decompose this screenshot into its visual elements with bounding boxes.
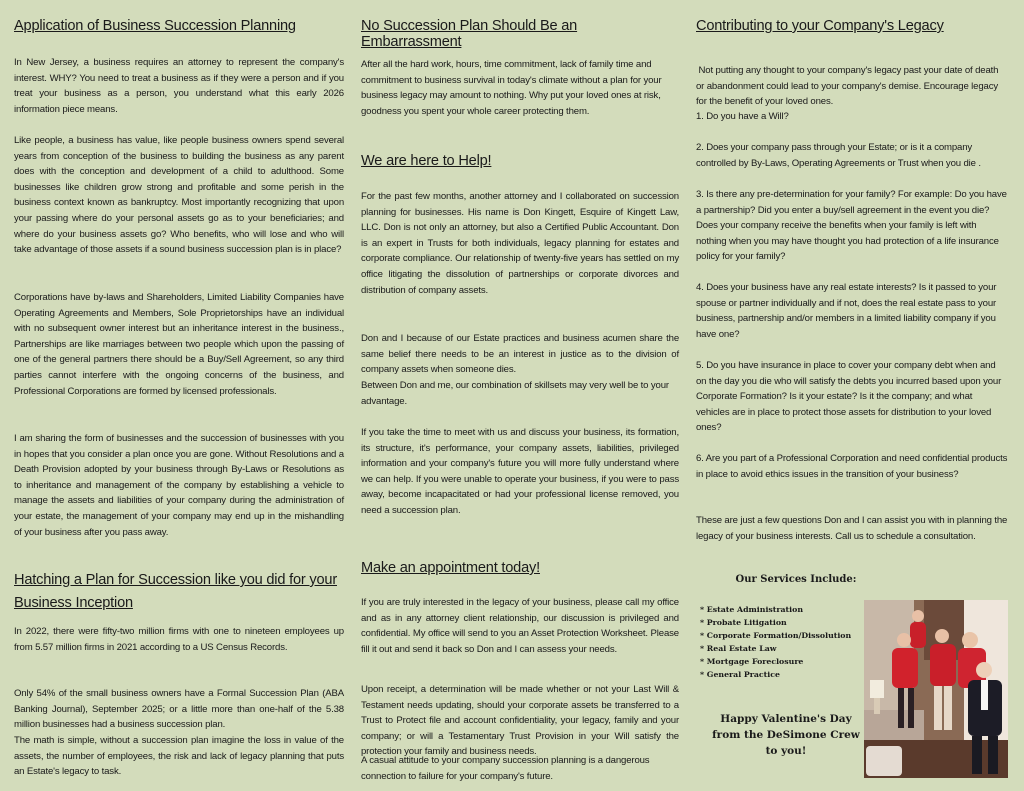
- paragraph: These are just a few questions Don and I can assist you with in planning the legacy of your business interests. Call us to schedule a consultation.: [696, 515, 1008, 542]
- paragraph: Upon receipt, a determination will be made whether or not your Last Will & Testament needs updating, should your corporate assets be transferred to a Trust to Protect file and account confidentiality, your legacy, family and your company; or will a Testamentary Trust Provision in your Will satisfy the protection your family and business needs.: [361, 684, 679, 758]
- valentine-line: from the DeSimone Crew: [712, 729, 860, 741]
- paragraph: I am sharing the form of businesses and the succession of businesses with you in hopes that you consider a plan once you are gone. Without Resolutions and a Death Provision adopted by your business through By-Laws or Resolutions as to inheritance and management of the company by establishing a vehicle to manage the assets and liabilities of your company during the administration of your estate, the management of your company may end up in the mishandling of your business after you pass away.: [14, 433, 344, 538]
- paragraph: The math is simple, without a succession plan imagine the loss in value of the assets, the number of employees, the risk and lack of legacy planning that puts an Estate's legacy to task.: [14, 735, 344, 778]
- service-item: * Real Estate Law: [700, 642, 870, 655]
- valentine-line: to you!: [765, 745, 807, 757]
- services-list: [700, 603, 870, 681]
- question-1: 1. Do you have a Will?: [696, 111, 789, 122]
- group-photo-illustration: [864, 600, 1008, 778]
- paragraph: In 2022, there were fifty-two million firms with one to nineteen employees up from 5.57 million firms in 2021 according to a US Census Records.: [14, 626, 344, 653]
- heading-here-to-help: We are here to Help!: [361, 153, 492, 169]
- question-5: 5. Do you have insurance in place to cover your company debt when and on the day you die who will satisfy the debts you incurred based upon your Corporate Formation? Is it your estate? Is it the company; and what vehicles are in place to protect those assets for distribution to your loved ones?: [696, 360, 1002, 434]
- service-item: * Estate Administration: [700, 603, 870, 616]
- question-4: 4. Does your business have any real estate interests? Is it passed to your spouse or partner individually and if not, does the real estate pass to your business, partnership and/or members in a limited liability company if you have one?: [696, 282, 997, 340]
- paragraph: If you are truly interested in the legacy of your business, please call my office and as in any attorney client relationship, our discussion is privileged and confidential. My office will send to you an Asset Protection Worksheet. Please fill it out and send it back so Don and I can assess your needs.: [361, 597, 679, 655]
- heading-hatching: Hatching a Plan for Succession like you did for your Business Inception: [14, 572, 337, 611]
- valentine-message: [696, 711, 876, 759]
- paragraph: Don and I because of our Estate practices and business acumen share the same belief there needs to be an interest in justice as to the division of company assets when someone dies.: [361, 333, 679, 376]
- paragraph: Not putting any thought to your company's legacy past your date of death or abandonment could lead to your company's demise. Encourage legacy for the benefit of your loved ones.: [696, 65, 1001, 108]
- paragraph: In New Jersey, a business requires an attorney to represent the company's interest. WHY? You need to treat a business as if they were a person and if you treat your business as a person, you understand what this early 2026 information piece means.: [14, 57, 344, 115]
- heading-application: Application of Business Succession Planning: [14, 18, 296, 34]
- paragraph: Corporations have by-laws and Shareholders, Limited Liability Companies have Operating Agreements and Members, Sole Proprietorships have an individual with no subsequent owner interest but an inheritance interest in the business., Partnerships are like marriages between two people which upon the passing of one of the general partners there should be a Buy/Sell Agreement, so any third parties cannot interfere with the ongoing concerns of the business, and Professional Corporations are formed by licensed professionals.: [14, 292, 344, 397]
- paragraph: For the past few months, another attorney and I collaborated on succession planning for businesses. His name is Don Kingett, Esquire of Kingett Law, LLC. Don is not only an attorney, but also a Certified Public Accountant. Don is an expert in Trusts for both individuals, legacy planning for estates and corporate compliance. Our relationship of twenty-five years has settled on my office litigating the dissolution of partnerships or corporate divorces and distribution of company assets.: [361, 191, 679, 296]
- paragraph: Between Don and me, our combination of skillsets may very well be to your advantage.: [361, 380, 669, 407]
- service-item: * Mortgage Foreclosure: [700, 655, 870, 668]
- paragraph: If you take the time to meet with us and discuss your business, its formation, its structure, it's performance, your company assets, liabilities, privileged information and your company's future you will more fully understand where we can help. If you were unable to operate your business, if you were to pass away, become incapacitated or had your professional license removed, you need a succession plan.: [361, 427, 679, 516]
- question-6: 6. Are you part of a Professional Corporation and need confidential products in place to avoid ethics issues in the transition of your business?: [696, 453, 1008, 480]
- services-title-wrap: [696, 574, 896, 585]
- paragraph: Only 54% of the small business owners have a Formal Succession Plan (ABA Banking Journal), September 2025; or a little more than one-half of the 5.38 million businesses had a business succession plan.: [14, 688, 344, 731]
- service-item: * General Practice: [700, 668, 870, 681]
- service-item: * Corporate Formation/Dissolution: [700, 629, 870, 642]
- question-2: 2. Does your company pass through your Estate; or is it a company controlled by By-Laws, Operating Agreements or Trust when you die .: [696, 142, 981, 169]
- paragraph: Like people, a business has value, like people business owners spend several years from conception of the business to building the business as any parent does with the conception and development of a child to adulthood. Some businesses like children grow strong and profitable and some perish in the business context known as bankruptcy. Most importantly recognizing that upon your passing where do your personal assets go as to your beneficiaries; and where do your business assets go? Who benefits, who will lose and who will take advantage of those assets if a sound business succession plan is in place?: [14, 135, 344, 256]
- group-photo: [864, 600, 1008, 778]
- question-3: 3. Is there any pre-determination for your family? For example: Do you have a partnership? Did you enter a buy/sell agreement in the event you die? Does your company receive the benefits when your family is left with nothing when you may have thought you had protection of a life insurance policy for your family?: [696, 189, 1007, 263]
- services-title: Our Services Include:: [735, 574, 857, 585]
- heading-no-succession: No Succession Plan Should Be an Embarrassment: [361, 18, 578, 50]
- service-item: * Probate Litigation: [700, 616, 870, 629]
- valentine-line: Happy Valentine's Day: [720, 713, 852, 725]
- paragraph: After all the hard work, hours, time commitment, lack of family time and commitment to business survival in today's climate without a plan for your business legacy may amount to nothing. Why put your loved ones at risk, goodness you spent your whole career protecting them.: [361, 59, 662, 117]
- paragraph: A casual attitude to your company succession planning is a dangerous connection to failure for your company's future.: [361, 755, 650, 782]
- heading-contributing: Contributing to your Company's Legacy: [696, 18, 944, 34]
- heading-appointment: Make an appointment today!: [361, 560, 540, 576]
